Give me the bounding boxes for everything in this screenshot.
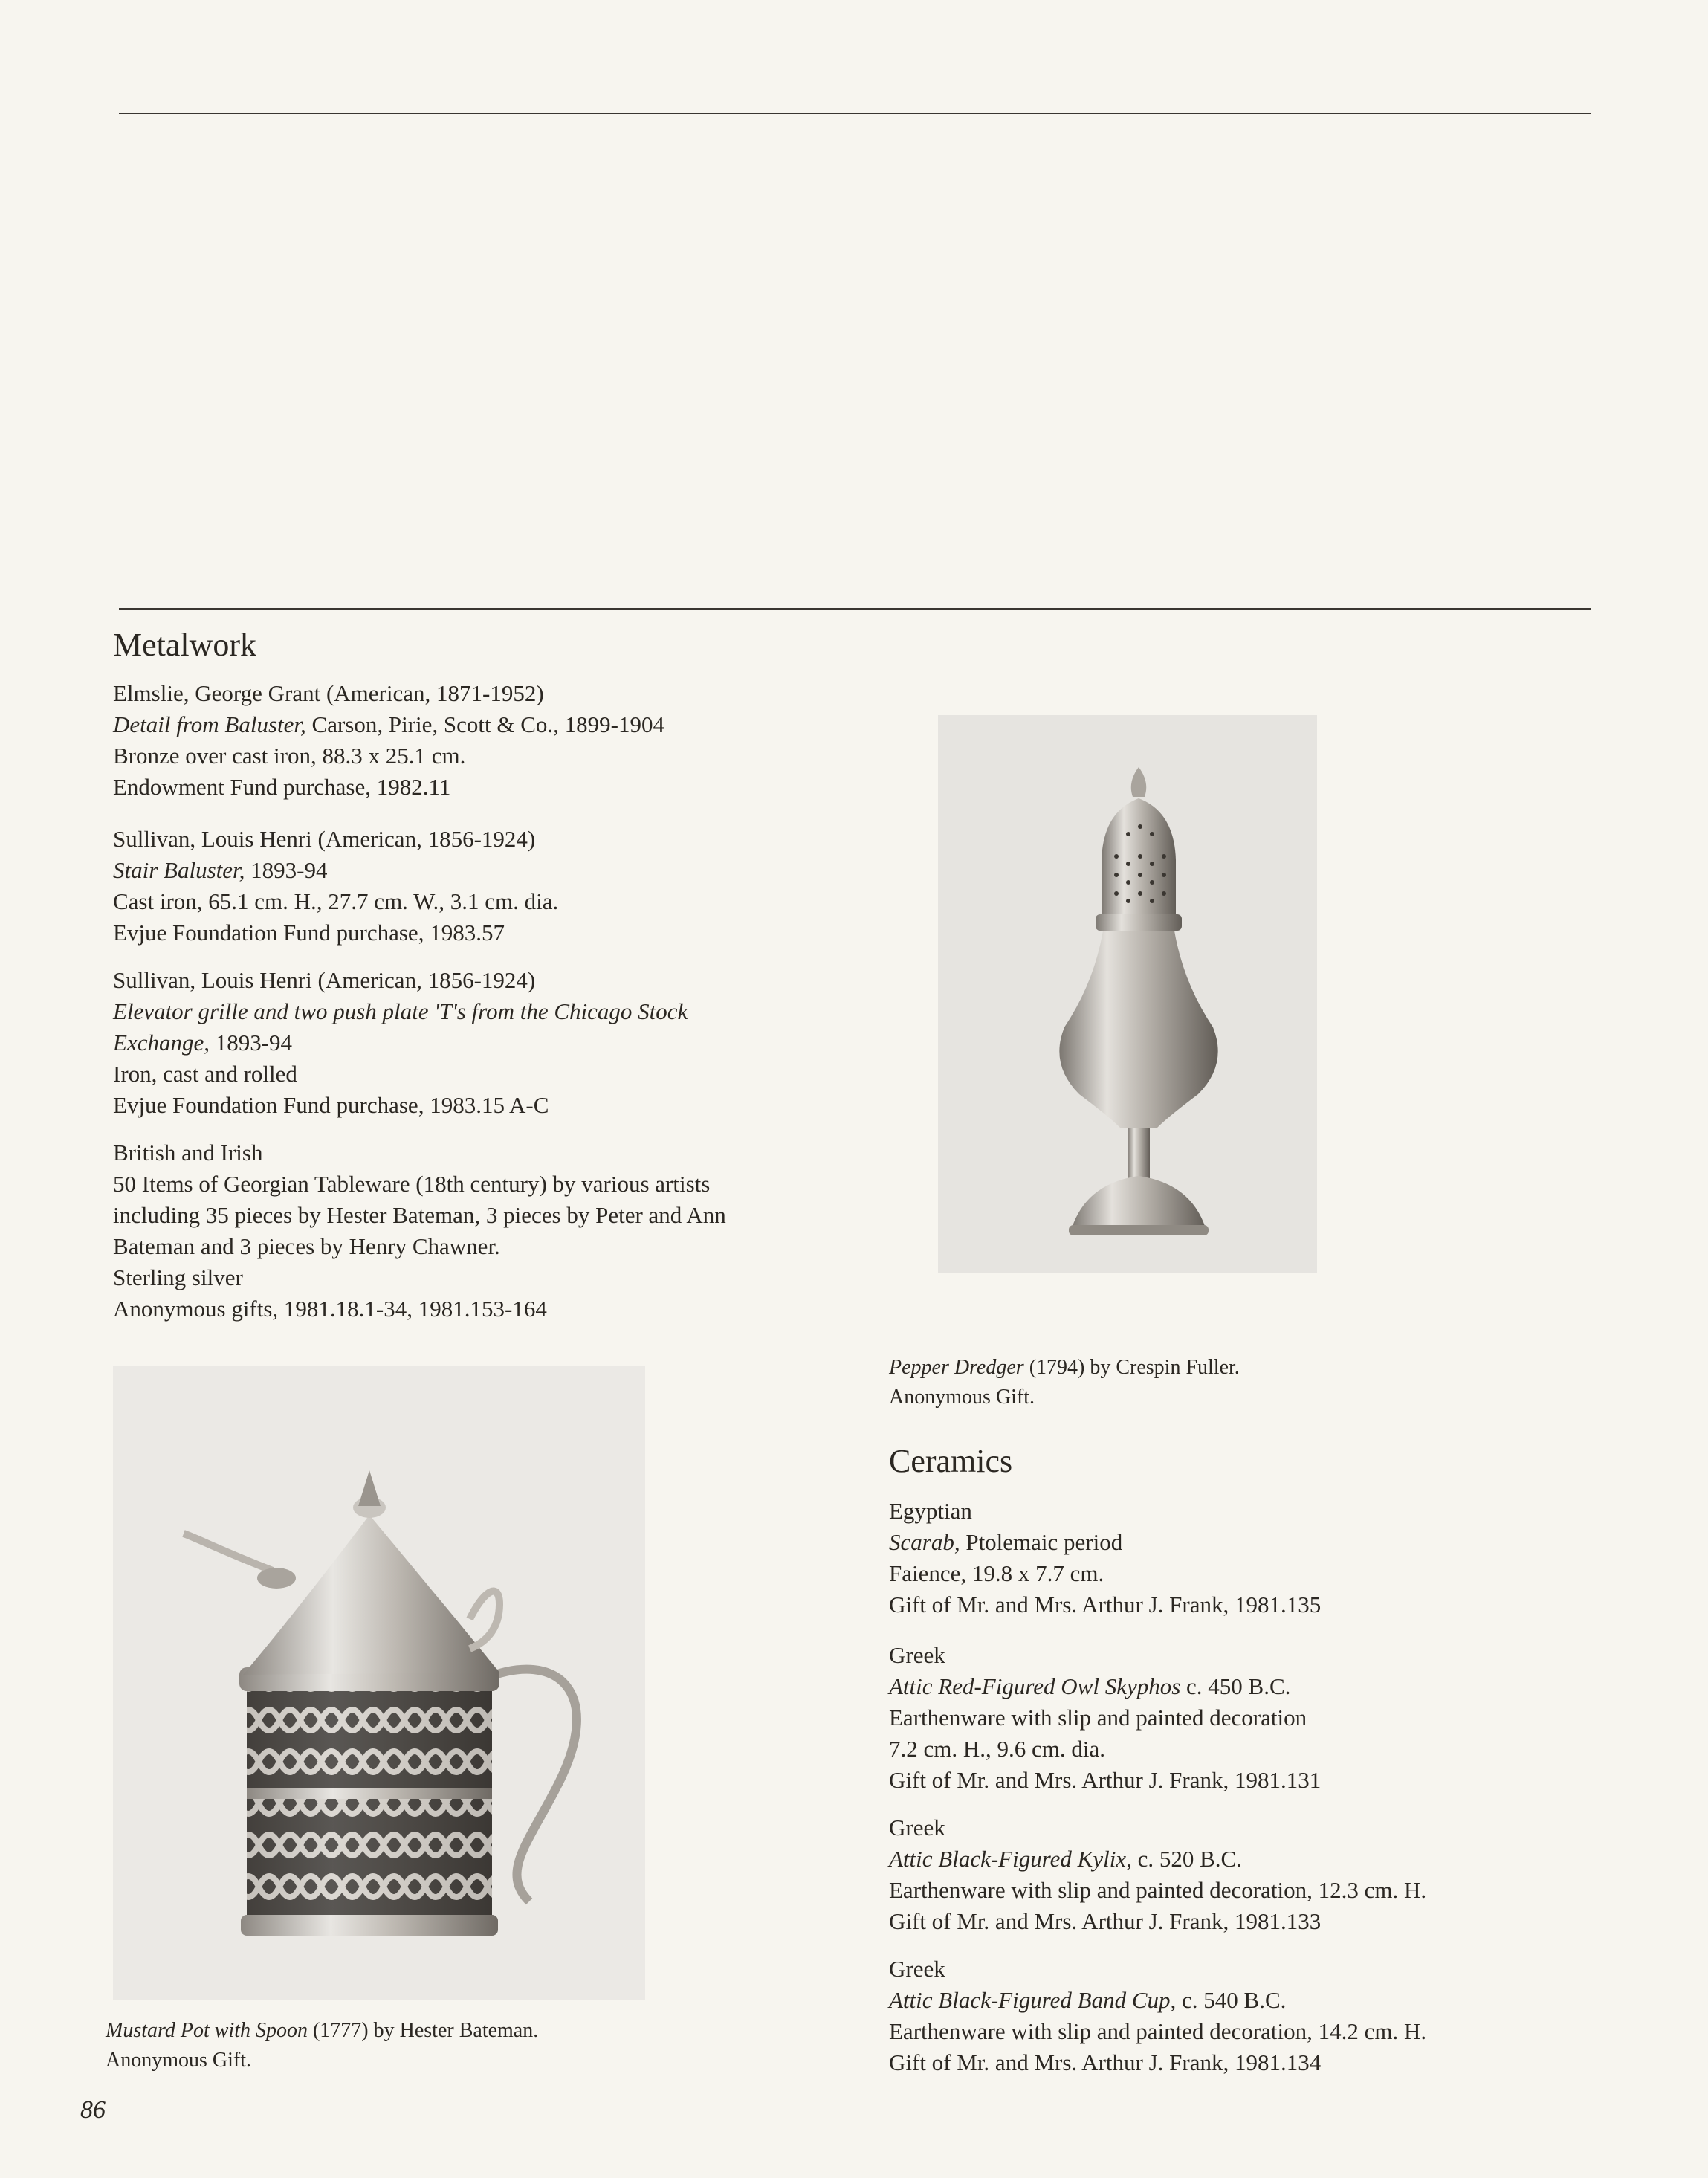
ceramics-entry-band-cup (889, 1954, 1426, 2078)
entry-title-rest: 1893-94 (245, 857, 328, 883)
entry-medium: Bronze over cast iron, 88.3 x 25.1 cm. (113, 743, 466, 769)
entry-artist: British and Irish (113, 1140, 263, 1166)
entry-title-rest: 1893-94 (209, 1030, 293, 1056)
caption-credit: Anonymous Gift. (106, 2049, 251, 2072)
entry-medium: Earthenware with slip and painted decoration, 14.2 cm. H. (889, 2018, 1427, 2044)
ceramics-entry-scarab (889, 1496, 1321, 1620)
entry-title-rest: Ptolemaic period (960, 1529, 1123, 1555)
entry-title: Scarab, (889, 1529, 960, 1555)
entry-title: Attic Black-Figured Band Cup, (889, 1987, 1177, 2013)
entry-title-rest: c. 520 B.C. (1131, 1846, 1242, 1872)
entry-title-rest: Carson, Pirie, Scott & Co., 1899-1904 (305, 711, 664, 737)
caption-credit: Anonymous Gift. (889, 1386, 1035, 1409)
entry-credit: Anonymous gifts, 1981.18.1-34, 1981.153-164 (113, 1296, 547, 1322)
ceramics-entry-kylix (889, 1812, 1426, 1937)
entry-title-rest: c. 540 B.C. (1176, 1987, 1287, 2013)
entry-title-cont: Exchange, (113, 1030, 210, 1056)
metalwork-entry-stair-baluster (113, 824, 558, 949)
entry-credit: Gift of Mr. and Mrs. Arthur J. Frank, 1981.134 (889, 2049, 1322, 2075)
mustard-pot-caption (106, 2016, 538, 2075)
entry-origin: Egyptian (889, 1498, 972, 1524)
entry-title-line (113, 1027, 688, 1059)
ceramics-heading: Ceramics (889, 1443, 1013, 1479)
entry-title-line (113, 709, 664, 740)
caption-title: Mustard Pot with Spoon (106, 2019, 308, 2042)
entry-medium: Earthenware with slip and painted decoration, 12.3 cm. H. (889, 1877, 1427, 1903)
entry-description: including 35 pieces by Hester Bateman, 3 pieces by Peter and Ann (113, 1202, 726, 1228)
entry-medium: Iron, cast and rolled (113, 1061, 297, 1087)
entry-title-rest: c. 450 B.C. (1180, 1673, 1291, 1699)
caption-title: Pepper Dredger (889, 1356, 1024, 1379)
entry-medium: Cast iron, 65.1 cm. H., 27.7 cm. W., 3.1 cm. dia. (113, 888, 559, 914)
metalwork-entry-elevator-grille (113, 965, 688, 1121)
metalwork-heading: Metalwork (113, 627, 257, 663)
metalwork-entry-elmslie (113, 678, 664, 803)
entry-title-line (889, 1527, 1321, 1558)
entry-credit: Endowment Fund purchase, 1982.11 (113, 774, 451, 800)
entry-medium: Faience, 19.8 x 7.7 cm. (889, 1560, 1104, 1586)
entry-dimensions: 7.2 cm. H., 9.6 cm. dia. (889, 1736, 1106, 1762)
entry-title: Attic Black-Figured Kylix, (889, 1846, 1132, 1872)
entry-credit: Gift of Mr. and Mrs. Arthur J. Frank, 1981.131 (889, 1767, 1322, 1793)
caption-rest: (1794) by Crespin Fuller. (1023, 1356, 1240, 1379)
entry-artist: Elmslie, George Grant (American, 1871-1952) (113, 680, 544, 706)
page-number: 86 (80, 2096, 106, 2124)
caption-title-line (889, 1353, 1240, 1383)
entry-artist: Sullivan, Louis Henri (American, 1856-1924) (113, 826, 536, 852)
entry-title: Stair Baluster, (113, 857, 245, 883)
metalwork-entry-georgian-tableware (113, 1137, 726, 1325)
entry-credit: Gift of Mr. and Mrs. Arthur J. Frank, 1981.135 (889, 1592, 1322, 1618)
entry-description: 50 Items of Georgian Tableware (18th century) by various artists (113, 1171, 711, 1197)
mustard-pot-photo (113, 1366, 645, 2000)
section-rule (119, 608, 1591, 610)
entry-title: Elevator grille and two push plate 'T's from the Chicago Stock (113, 998, 688, 1024)
entry-description: Bateman and 3 pieces by Henry Chawner. (113, 1233, 500, 1259)
pepper-dredger-photo (938, 715, 1317, 1273)
entry-medium: Earthenware with slip and painted decoration (889, 1704, 1307, 1731)
entry-origin: Greek (889, 1815, 945, 1841)
ceramics-entry-owl-skyphos (889, 1640, 1321, 1796)
entry-title-line (113, 855, 558, 886)
entry-origin: Greek (889, 1956, 945, 1982)
entry-title: Detail from Baluster, (113, 711, 306, 737)
caption-rest: (1777) by Hester Bateman. (307, 2019, 539, 2042)
entry-medium: Sterling silver (113, 1264, 243, 1290)
entry-credit: Gift of Mr. and Mrs. Arthur J. Frank, 1981.133 (889, 1908, 1322, 1934)
entry-title-line (889, 1985, 1426, 2016)
entry-title-line (889, 1671, 1321, 1702)
caption-title-line (106, 2016, 538, 2046)
pepper-dredger-caption (889, 1353, 1240, 1412)
entry-credit: Evjue Foundation Fund purchase, 1983.57 (113, 920, 505, 946)
entry-origin: Greek (889, 1642, 945, 1668)
entry-title: Attic Red-Figured Owl Skyphos (889, 1673, 1181, 1699)
top-rule (119, 113, 1591, 114)
entry-title-line (889, 1843, 1426, 1875)
entry-credit: Evjue Foundation Fund purchase, 1983.15 A-C (113, 1092, 549, 1118)
entry-artist: Sullivan, Louis Henri (American, 1856-1924) (113, 967, 536, 993)
